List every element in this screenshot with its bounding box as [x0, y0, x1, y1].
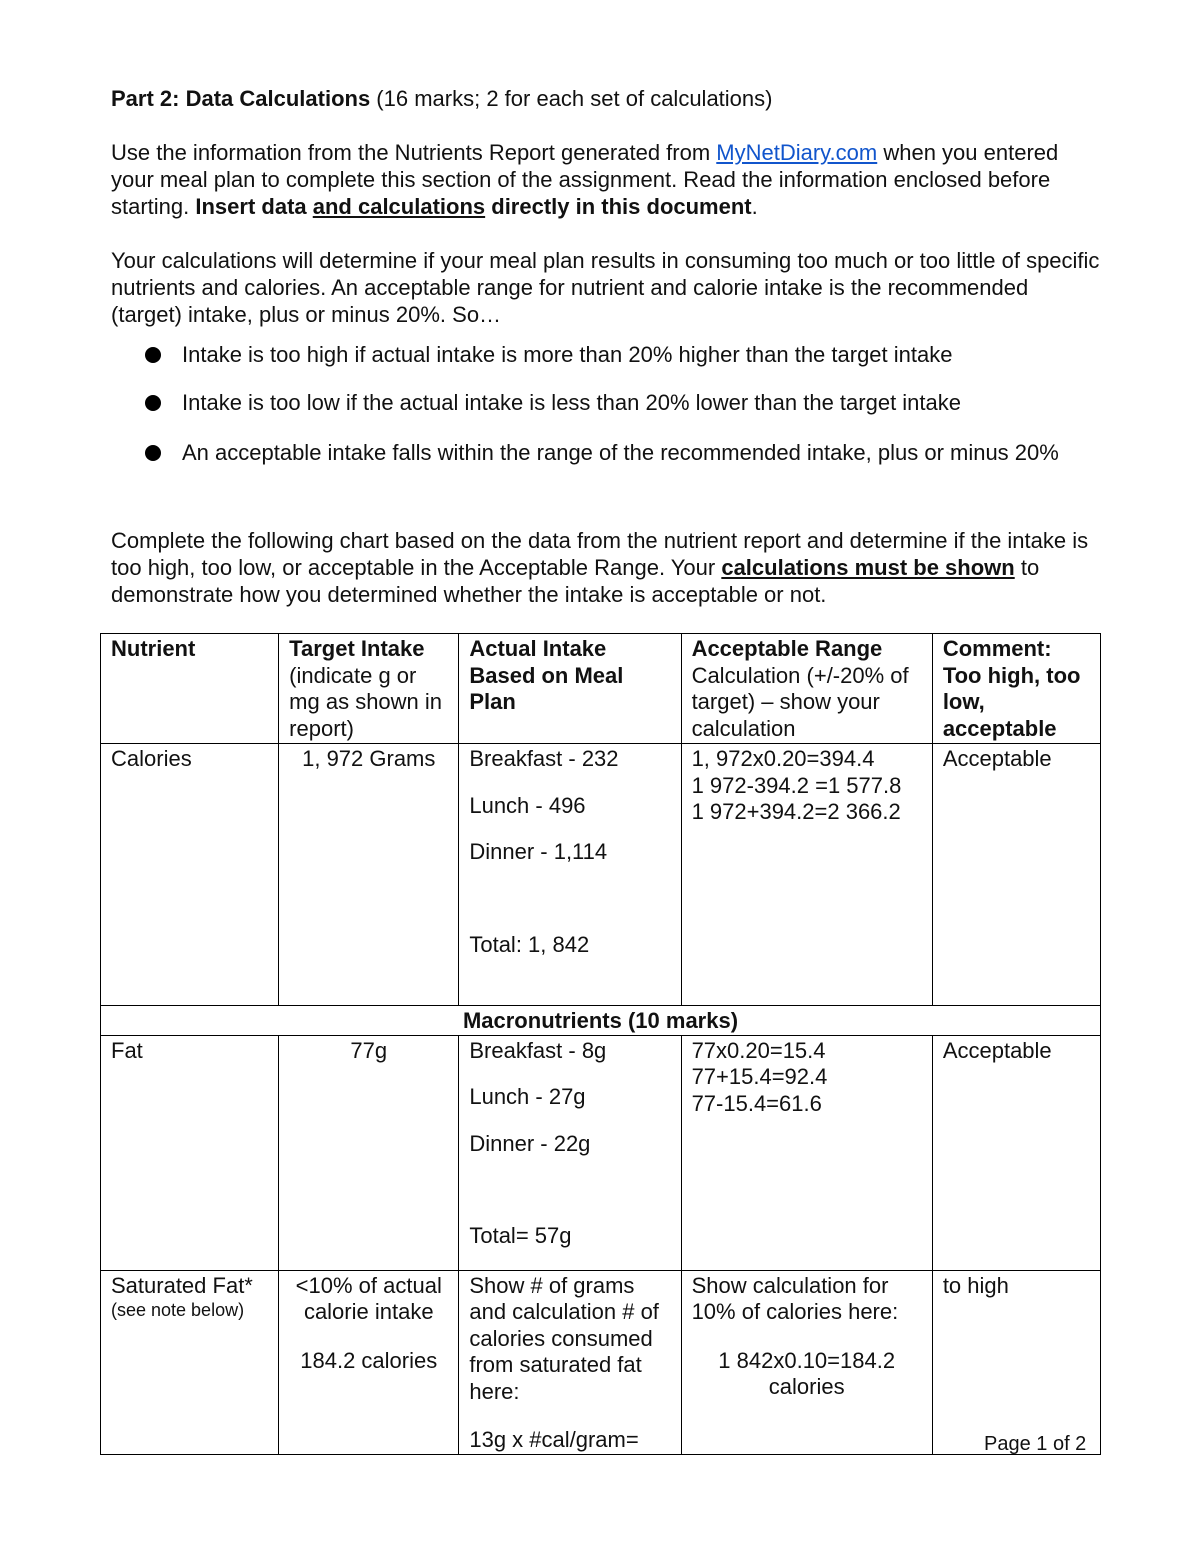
instructions-bold-text: calculations must be shown [721, 555, 1015, 580]
page-number: Page 1 of 2 [984, 1433, 1087, 1455]
nutrient-table [100, 633, 1101, 1455]
dinner-value: Dinner - 22g [469, 1130, 591, 1156]
sat-fat-note: (see note below) [111, 1300, 245, 1320]
header-target-rest: (indicate g or mg as shown in report) [289, 662, 443, 741]
bullet-dot-icon [145, 445, 161, 461]
cell-comment: Acceptable [932, 1035, 1100, 1270]
header-comment: Comment: Too high, too low, acceptable [932, 634, 1100, 744]
calc-line: 1, 972x0.20=394.4 [691, 746, 875, 771]
calc-line: 77x0.20=15.4 [691, 1037, 826, 1063]
lunch-value: Lunch - 27g [469, 1084, 586, 1109]
calc-line: 1 972+394.2=2 366.2 [691, 799, 901, 824]
breakfast-value: Breakfast - 232 [469, 746, 619, 771]
bullet-text: Intake is too low if the actual intake is less than 20% lower than the target intake [182, 390, 962, 415]
dinner-value: Dinner - 1,114 [469, 839, 608, 864]
header-nutrient: Nutrient [101, 634, 279, 744]
sat-fat-range-calc: 1 842x0.10=184.2 calories [718, 1347, 896, 1399]
sat-fat-target-rule: <10% of actual calorie intake [295, 1272, 442, 1324]
cell-actual [459, 1270, 681, 1454]
bullet-dot-icon [145, 347, 161, 363]
header-range-rest: Calculation (+/-20% of target) – show your calculation [691, 662, 909, 741]
total-value: Total: 1, 842 [469, 931, 590, 957]
header-range-bold: Acceptable Range [691, 636, 883, 661]
table-row-fat [101, 1035, 1101, 1270]
instructions-text: Complete the following chart based on the data from the nutrient report and determine if the intake is too high, too low, or acceptable in the Acceptable Range. Your [111, 528, 1089, 580]
section-heading-row [101, 1006, 1101, 1036]
calc-line: 1 972-394.2 =1 577.8 [691, 772, 902, 798]
lunch-value: Lunch - 496 [469, 792, 586, 818]
total-value: Total= 57g [469, 1223, 572, 1248]
intro-paragraph-2: Your calculations will determine if your meal plan results in consuming too much or too little of specific nutrients and calories. An acceptable range for nutrient and calorie intake is the recommended (target) intake, plus or minus 20%. So… [111, 248, 1100, 327]
breakfast-value: Breakfast - 8g [469, 1037, 607, 1063]
sat-fat-range-instructions: Show calculation for 10% of calories here: [691, 1272, 899, 1324]
cell-actual [459, 744, 681, 1006]
cell-range [681, 1035, 932, 1270]
bullet-text: Intake is too high if actual intake is more than 20% higher than the target intake [182, 342, 953, 367]
table-row-saturated-fat [101, 1270, 1101, 1454]
sat-fat-label: Saturated Fat* [111, 1272, 253, 1298]
section-title-rest: (16 marks; 2 for each set of calculations) [370, 86, 773, 111]
cell-range [681, 744, 932, 1006]
table-header-row [101, 634, 1101, 744]
cell-target: 77g [279, 1035, 459, 1270]
intro-paragraph-1 [111, 139, 1101, 220]
cell-comment: Acceptable [932, 744, 1100, 1006]
section-title [111, 85, 1101, 112]
bullet-text: An acceptable intake falls within the range of the recommended intake, plus or minus 20% [182, 440, 1059, 465]
sat-fat-actual-calc: 13g x #cal/gram= [469, 1427, 639, 1452]
cell-target [279, 1270, 459, 1454]
bullet-dot-icon [145, 395, 161, 411]
sat-fat-target-value: 184.2 calories [300, 1347, 438, 1373]
sat-fat-actual-instructions: Show # of grams and calculation # of calories consumed from saturated fat here: [469, 1272, 659, 1404]
section-title-bold: Part 2: Data Calculations [111, 86, 371, 111]
intro-text: . [751, 194, 758, 219]
intro-bold-text: Insert data [195, 194, 313, 219]
cell-range [681, 1270, 932, 1454]
calc-line: 77-15.4=61.6 [691, 1090, 822, 1116]
intro-text: Use the information from the Nutrients Report generated from [111, 140, 717, 165]
table-row-calories [101, 744, 1101, 1006]
header-target-bold: Target Intake [289, 636, 425, 661]
intro-bold-underlined-text: and calculations [312, 194, 486, 219]
header-actual: Actual Intake Based on Meal Plan [459, 634, 681, 744]
macronutrients-heading: Macronutrients (10 marks) [101, 1006, 1101, 1036]
instructions-text: to demonstrate how you determined whether the intake is acceptable or not. [111, 555, 1040, 607]
intro-bold-text: directly in this document [485, 194, 752, 219]
header-target [279, 634, 459, 744]
mynetdiary-link[interactable]: MyNetDiary.com [716, 140, 878, 165]
cell-nutrient: Calories [101, 744, 279, 1006]
cell-nutrient: Fat [101, 1035, 279, 1270]
instructions-paragraph [111, 527, 1101, 608]
cell-target: 1, 972 Grams [279, 744, 459, 1006]
cell-actual [459, 1035, 681, 1270]
cell-nutrient [101, 1270, 279, 1454]
intro-text: when you entered your meal plan to complete this section of the assignment. Read the information enclosed before starting. [111, 140, 1059, 219]
calc-line: 77+15.4=92.4 [691, 1064, 828, 1089]
cell-comment: to high [932, 1270, 1100, 1454]
header-range [681, 634, 932, 744]
